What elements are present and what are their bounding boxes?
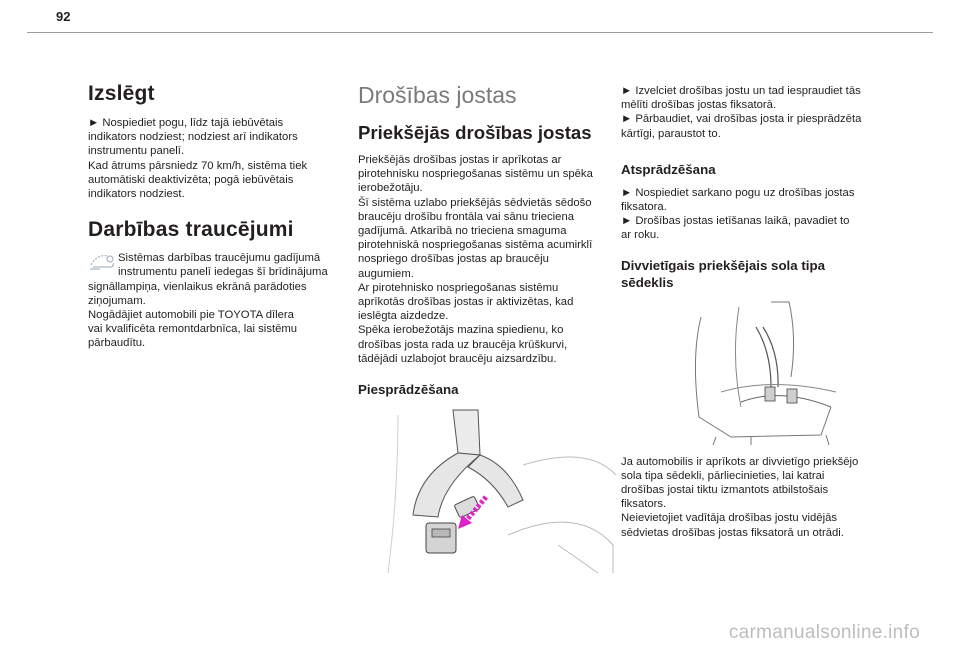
column-right (621, 82, 889, 540)
warning-tip (88, 251, 350, 279)
paragraph-jostas: Priekšējās drošības jostas ir aprīkotas ar pirotehnisku nospriegošanas sistēmu un spēka ierobežotāju. Šī sistēma uzlabo priekšējās sēdvietās sēdošo braucēju drošību frontāla vai sānu trieciena gadījumā. Atkarībā no trieciena smaguma pirotehniskā nospriegošanas sistēma acumirklī nospriego drošības jostas ap braucēju augumiem. Ar pirotehnisko nospriegošanas sistēmu aprīkotās drošības jostas ir aktivizētas, kad ieslēgta aizdedze. Spēka ierobežotājs mazina spiedienu, ko drošības josta rada uz braucēja krūškurvi, tādējādi uzlabojot braucēju aizsardzību. (358, 154, 593, 365)
section-title: Drošības jostas (358, 82, 517, 108)
column-middle (358, 82, 620, 575)
paragraph-traucejumi: signāllampiņa, vienlaikus ekrānā parādoties ziņojumam. Nogādājiet automobili pie TOYOTA dīlera vai kvalificēta remontdarbnīca, lai sistēmu pārbaudītu. (88, 280, 307, 350)
seatbelt-buckle-illustration (358, 405, 620, 575)
paragraph-sola-sedeklis: Ja automobilis ir aprīkots ar divvietīgo priekšējo sola tipa sēdekli, pārliecinieties, lai katrai drošības jostai tiktu izmantots atbilstošais fiksators. Neievietojiet vadītāja drošības jostu vidējās sēdvietas drošības jostas fiksatorā un otrādi. (621, 455, 859, 539)
warning-lamp-icon (88, 251, 118, 271)
heading-prieksejas-jostas: Priekšējās drošības jostas (358, 122, 592, 143)
paragraph-atspradzesana: ► Nospiediet sarkano pogu uz drošības jostas fiksatora. ► Drošības jostas ietīšanas laikā, pavadiet to ar roku. (621, 186, 855, 242)
heading-atspradzesana: Atsprādzēšana (621, 161, 716, 177)
heading-divvietigais-sedeklis: Divvietīgais priekšējais sola tipa sēdeklis (621, 257, 825, 290)
heading-piespradzesana: Piesprādzēšana (358, 382, 459, 398)
paragraph-izslegt: ► Nospiediet pogu, līdz tajā iebūvētais indikators nodziest; nodziest arī indikators instrumentu panelī. Kad ātrums pārsniedz 70 km/h, sistēma tiek automātiski deaktivizēta; pogā iebūvētais indikators nodziest. (88, 117, 308, 201)
heading-darbibas-traucejumi: Darbības traucējumi (88, 218, 294, 242)
tip-line-1: Sistēmas darbības traucējumu gadījumā (118, 252, 321, 265)
bench-seat-illustration (621, 297, 889, 447)
column-left (88, 82, 350, 351)
page-number: 92 (56, 9, 71, 24)
tip-line-2: instrumentu panelī iedegas šī brīdinājuma (118, 266, 328, 279)
paragraph-piespradzesana-steps: ► Izvelciet drošības jostu un tad iespraudiet tās mēlīti drošības jostas fiksatorā. ► Pārbaudiet, vai drošības josta ir piesprādzēta kārtīgi, paraustot to. (621, 85, 862, 140)
header-divider (27, 32, 933, 33)
watermark: carmanualsonline.info (728, 622, 920, 643)
heading-izslegt: Izslēgt (88, 82, 155, 105)
